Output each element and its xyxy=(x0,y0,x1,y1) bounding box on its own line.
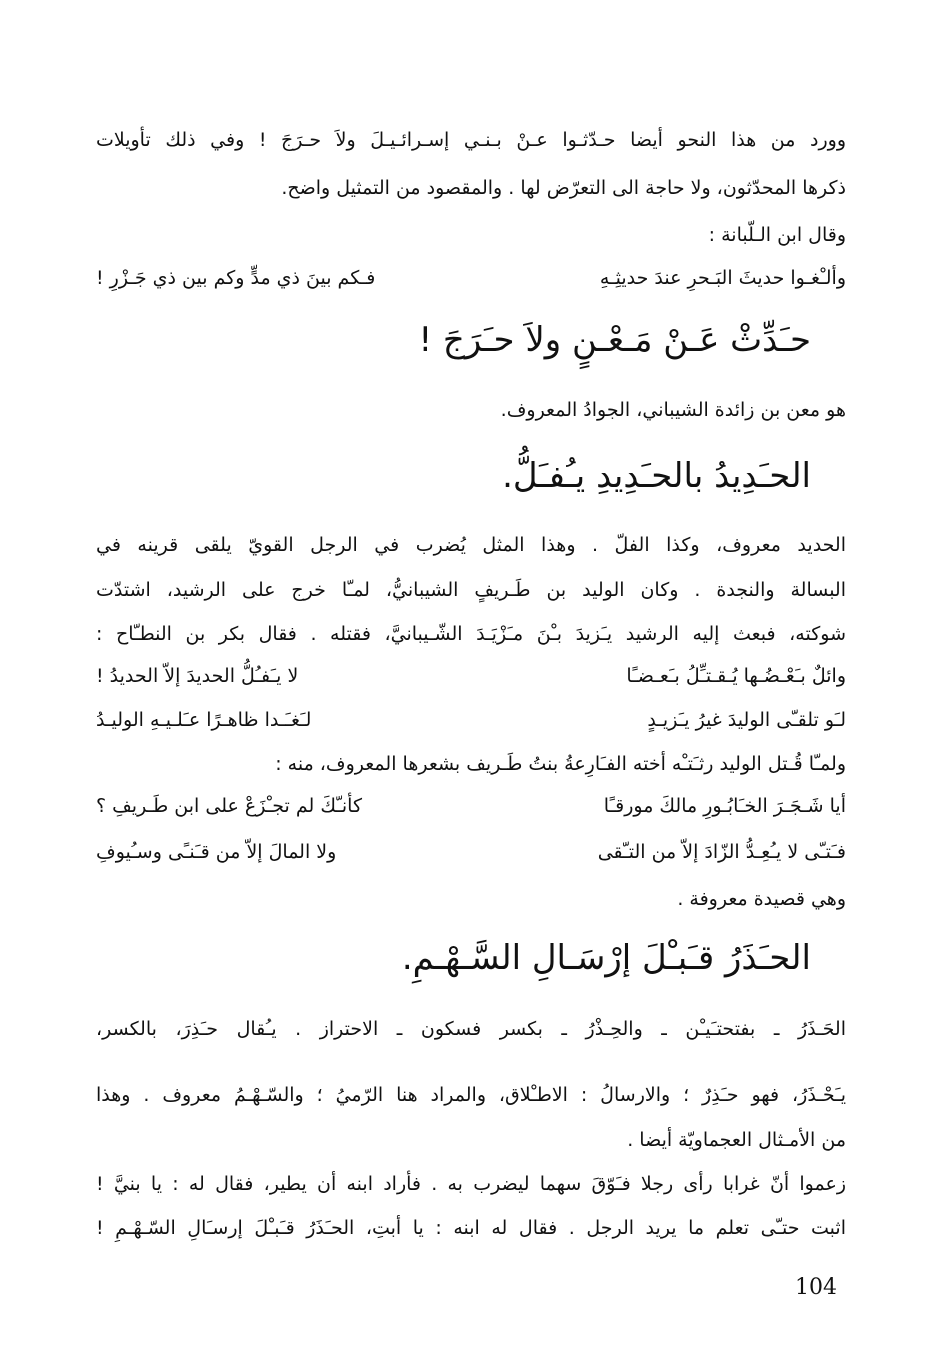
text-line: وقال ابن الـلّبانة : xyxy=(708,224,846,246)
verse-second-hemistich: لـَغـَـدا ظاهـرًا عـَلـيـهِ الوليـدُ xyxy=(96,709,312,731)
verse-first-hemistich: وائلٌ بـَعْـضُـها يُـقـتـِّلُ بـَعـضـًا xyxy=(626,665,846,687)
paragraph: هو معن بن زائدة الشيباني، الجوادُ المعروف. xyxy=(500,399,846,421)
text-line: البسالة والنجدة . وكان الوليد بن طَـريفٍ الشيبانيُّ، لمـّا خرج على الرشيد، اشتدّت xyxy=(96,579,846,601)
section-heading: حـَدِّثْ عَـنْ مَـعْـنٍ ولاَ حـَرَجَ ! xyxy=(418,320,811,360)
text-line: زعموا أنّ غرابا رأى رجلا فـَوّقَ سهما ليضرب به . فأراد ابنه أن يطير، فقال له : يا بنيَّ ! xyxy=(96,1173,846,1195)
text-line: شوكته، فبعث إليه الرشيد يـَزيدَ بـْنَ مـَزْيَـدَ الشّـيبانيَّ، فقتله . فقال بكر بن النطـّاح : xyxy=(96,623,846,645)
verse-line xyxy=(96,708,846,732)
verse-first-hemistich: أيا شَـجَـرَ الخـَابُـورِ مالكَ مورقـًا xyxy=(603,795,846,817)
verse-line xyxy=(96,664,846,688)
text-line: ولمـّا قُـتل الوليد رثـَتـْه أخته الفـَارِعةُ بنتُ طَـريف بشعرها المعروف، منه : xyxy=(275,753,846,775)
verse-first-hemistich: فـَتـّى لا يـُعِـدُّ الزّادَ إلاّ من التـّقى xyxy=(597,841,846,863)
verse-second-hemistich: ولا المالَ إلاّ من قـَنـًى وسـُيوفِ xyxy=(96,841,337,863)
verse-line xyxy=(96,794,846,818)
text-line: اثبت حتـّى تعلم ما يريد الرجل . فقال له ابنه : يا أبتِ، الحـَذَرُ قـَبـْلَ إرسـَالِ السّـهْـمِ ! xyxy=(96,1217,846,1239)
verse-line xyxy=(96,266,846,290)
verse-first-hemistich: وألـْغـوا حديثَ البَـحرِ عندَ حديثِـهِ xyxy=(599,267,846,289)
verse-second-hemistich: فـكم بينَ ذي مدٍّ وكم بين ذي جَـزْرِ ! xyxy=(96,267,376,289)
text-line: يـَحْـذَرُ، فهو حـَذِرٌ ؛ والارسالُ : الاطـْلاق، والمراد هنا الرّميُ ؛ والسّـهْـمُ معروف . وهذا xyxy=(96,1084,846,1106)
verse-second-hemistich: لا يـَفـُلُّ الحديدَ إلاّ الحديدُ ! xyxy=(96,665,299,687)
text-line: وهي قصيدة معروفة . xyxy=(677,888,846,910)
page-number: 104 xyxy=(795,1275,837,1300)
section-heading: الحـَذَرُ قـَبـْلَ إرْسَـالِ السَّـهْـمِ. xyxy=(401,938,811,978)
text-line: الحديد معروف، وكذا الفلّ . وهذا المثل يُضرب في الرجل القويّ يلقى قرينه في xyxy=(96,534,846,556)
text-line: من الأمـثال العجماويّة أيضا . xyxy=(627,1129,846,1151)
verse-line xyxy=(96,840,846,864)
verse-second-hemistich: كأنـّكَ لم تجـْزَعْ على ابن طَـريفِ ؟ xyxy=(96,795,363,817)
text-line: وورد من هذا النحو أيضا حـدّثـوا عـنْ بـنـي إسـرائـيـلَ ولاَ حـرَجَ ! وفي ذلك تأويلات xyxy=(96,129,846,151)
text-line: ذكرها المحدّثون، ولا حاجة الى التعرّض لها . والمقصود من التمثيل واضح. xyxy=(281,177,846,199)
text-line: الحَـذَرُ ـ بفتحتـَيـْن ـ والحِـذْرُ ـ بكسر فسكون ـ الاحتراز . يـُقال حـَذِرَ، بالكسر، xyxy=(96,1018,846,1040)
section-heading: الحـَدِيدُ بالحـَدِيدِ يـُفـَلُّ. xyxy=(502,456,811,496)
verse-first-hemistich: لـَو تلقـّى الوليدَ غيرُ يـَزيـدٍ xyxy=(647,709,846,731)
